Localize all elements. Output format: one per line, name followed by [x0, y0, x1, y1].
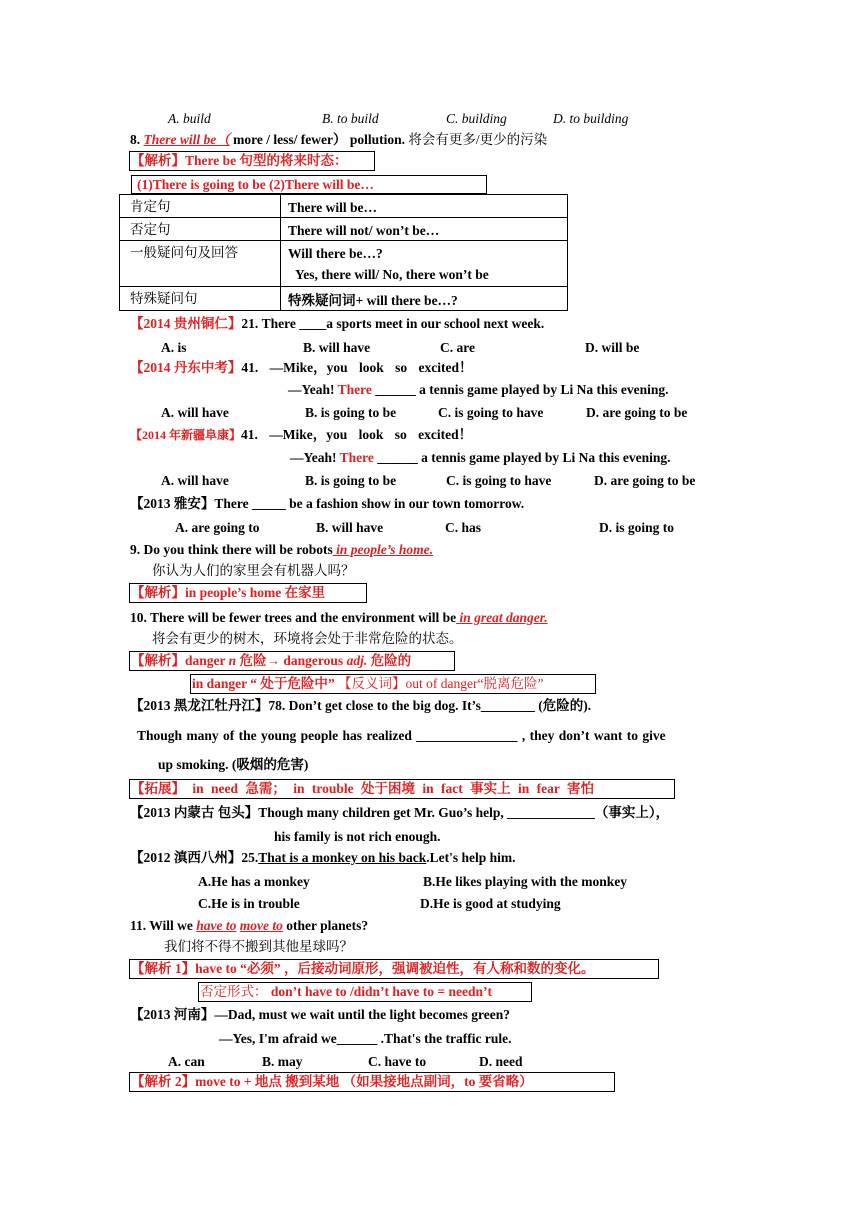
ex1-text: 21. There ____a sports meet in our school next week.	[241, 316, 545, 331]
table-label: 否定句	[120, 218, 281, 241]
ex7-option-c: C.He is in trouble	[198, 896, 300, 911]
ex7-question: 【2012 滇西八州】25.That is a monkey on his back.Let's help him.	[130, 850, 516, 865]
ex8-question	[130, 1006, 510, 1024]
ex8-option-b: B. may	[262, 1054, 303, 1069]
ex4-option-b: B. will have	[316, 520, 384, 535]
q10-line: 10. There will be fewer trees and the environment will be in great danger.	[130, 610, 548, 625]
ex2-option-d: D. are going to be	[586, 405, 688, 420]
q10-key: in great danger.	[456, 610, 548, 625]
table-label: 一般疑问句及回答	[120, 241, 281, 287]
ex2-line2: —Yeah! There ______ a tennis game played by Li Na this evening.	[288, 382, 669, 397]
ex3-text: 41. —Mike，you look so excited！	[241, 427, 473, 442]
q10-note1: 【解析】danger n 危险→ dangerous adj. 危险的	[131, 653, 412, 668]
note3: 【解析 2】move to + 地点 搬到某地 （如果接地点副词，to 要省略）	[131, 1074, 533, 1089]
q11-line: 11. Will we have to move to other planets?	[130, 918, 369, 933]
ex4-option-a: A. are going to	[175, 520, 260, 535]
ex4-text: There _____ be a fashion show in our town tomorrow.	[214, 496, 525, 511]
q8-note-title: 【解析】There be 句型的将来时态：	[131, 153, 348, 168]
q8-number: 8.	[130, 132, 144, 147]
ex1-tag: 【2014 贵州铜仁】	[130, 316, 242, 331]
ex6-text: Though many children get Mr. Guo’s help, _____________（事实上），	[258, 805, 670, 820]
q10-note2: in danger “ 处于危险中” 【反义词】out of danger“脱离危险”	[192, 676, 544, 691]
ex2-option-b: B. is going to be	[305, 405, 397, 420]
ex6-tag: 【2013 内蒙古 包头】	[130, 805, 259, 820]
ex2-option-a: A. will have	[161, 405, 229, 420]
ex1-question	[130, 315, 544, 333]
q11-key2: move to	[239, 918, 283, 933]
q8-rest: more / less/ fewer） pollution.	[229, 132, 409, 147]
ex3-option-b: B. is going to be	[305, 473, 397, 488]
table-row	[120, 241, 568, 287]
q10-cn: 将会有更少的树木，环境将会处于非常危险的状态。	[152, 631, 463, 646]
ex5-tag: 【2013 黑龙江牡丹江】	[130, 698, 269, 713]
table-row	[120, 218, 568, 241]
ex3-line2: —Yeah! There ______ a tennis game played by Li Na this evening.	[290, 450, 671, 465]
q7-option-d: D. to building	[553, 111, 629, 126]
ex8-text: —Dad, must we wait until the light becomes green?	[214, 1007, 510, 1022]
ex3-question	[130, 426, 472, 444]
table-value: 特殊疑问词+ will there be…?	[281, 287, 568, 311]
table-value: There will be…	[281, 195, 568, 218]
q11-cn: 我们将不得不搬到其他星球吗？	[164, 939, 353, 954]
ex6-line2: his family is not rich enough.	[274, 829, 441, 844]
translation-line2: up smoking. (吸烟的危害)	[158, 757, 309, 772]
extension-note: 【拓展】 in need 急需； in trouble 处于困境 in fact 事实上 in fear 害怕	[131, 781, 595, 796]
table-value: There will not/ won’t be…	[281, 218, 568, 241]
ex5-text: 78. Don’t get close to the big dog. It’s________ (危险的).	[268, 698, 592, 713]
ex8-option-d: D. need	[479, 1054, 523, 1069]
ex7-tag: 【2012 滇西八州】	[130, 850, 242, 865]
q11-note1: 【解析 1】have to “必须” ，后接动词原形，强调被迫性，有人称和数的变化。	[131, 961, 595, 976]
ex1-option-c: C. are	[440, 340, 475, 355]
q9-key: in people’s home.	[332, 542, 434, 557]
q11-note2: 否定形式： don’t have to /didn’t have to = needn’t	[200, 984, 492, 999]
q9-cn: 你认为人们的家里会有机器人吗？	[152, 563, 355, 578]
q7-option-c: C. building	[446, 111, 507, 126]
ex4-question	[130, 495, 524, 513]
ex7-option-b: B.He likes playing with the monkey	[423, 874, 628, 889]
q8-cn: 将会有更多/更少的污染	[408, 132, 548, 147]
ex3-option-a: A. will have	[161, 473, 229, 488]
ex2-text: 41. —Mike，you look so excited！	[241, 360, 473, 375]
ex2-question	[130, 359, 473, 377]
ex8-option-a: A. can	[168, 1054, 205, 1069]
ex3-tag: 【2014 年新疆阜康】	[130, 428, 242, 442]
ex1-option-b: B. will have	[303, 340, 371, 355]
q11-key1: have to	[196, 918, 237, 933]
ex4-option-d: D. is going to	[599, 520, 675, 535]
q8-line	[130, 131, 547, 149]
ex7-option-d: D.He is good at studying	[420, 896, 561, 911]
ex6-question	[130, 804, 669, 822]
q7-option-a: A. build	[168, 111, 211, 126]
q9-line: 9. Do you think there will be robots in people’s home.	[130, 542, 434, 557]
ex3-option-d: D. are going to be	[594, 473, 696, 488]
ex2-option-c: C. is going to have	[438, 405, 544, 420]
ex2-tag: 【2014 丹东中考】	[130, 360, 242, 375]
ex7-underlined: That is a monkey on his back	[258, 850, 427, 865]
ex1-option-a: A. is	[161, 340, 187, 355]
ex3-option-c: C. is going to have	[446, 473, 552, 488]
ex8-tag: 【2013 河南】	[130, 1007, 215, 1022]
ex4-tag: 【2013 雅安】	[130, 496, 215, 511]
table-row	[120, 195, 568, 218]
q7-option-b: B. to build	[322, 111, 379, 126]
table-label: 肯定句	[120, 195, 281, 218]
ex8-line2: —Yes, I'm afraid we______ .That's the traffic rule.	[219, 1031, 512, 1046]
there-be-future-table	[119, 194, 568, 311]
table-row	[120, 287, 568, 311]
q8-forms: (1)There is going to be (2)There will be…	[137, 177, 374, 192]
ex4-option-c: C. has	[445, 520, 482, 535]
ex1-option-d: D. will be	[585, 340, 640, 355]
translation-line1: Though many of the young people has realized _______________ , they don’t want to give	[137, 728, 666, 743]
q8-key: There will be（	[143, 132, 230, 147]
table-value: Will there be…? Yes, there will/ No, there won’t be	[281, 241, 568, 287]
ex7-option-a: A.He has a monkey	[198, 874, 310, 889]
ex5-question	[130, 697, 591, 715]
ex8-option-c: C. have to	[368, 1054, 427, 1069]
table-label: 特殊疑问句	[120, 287, 281, 311]
q9-note: 【解析】in people’s home 在家里	[131, 585, 326, 600]
